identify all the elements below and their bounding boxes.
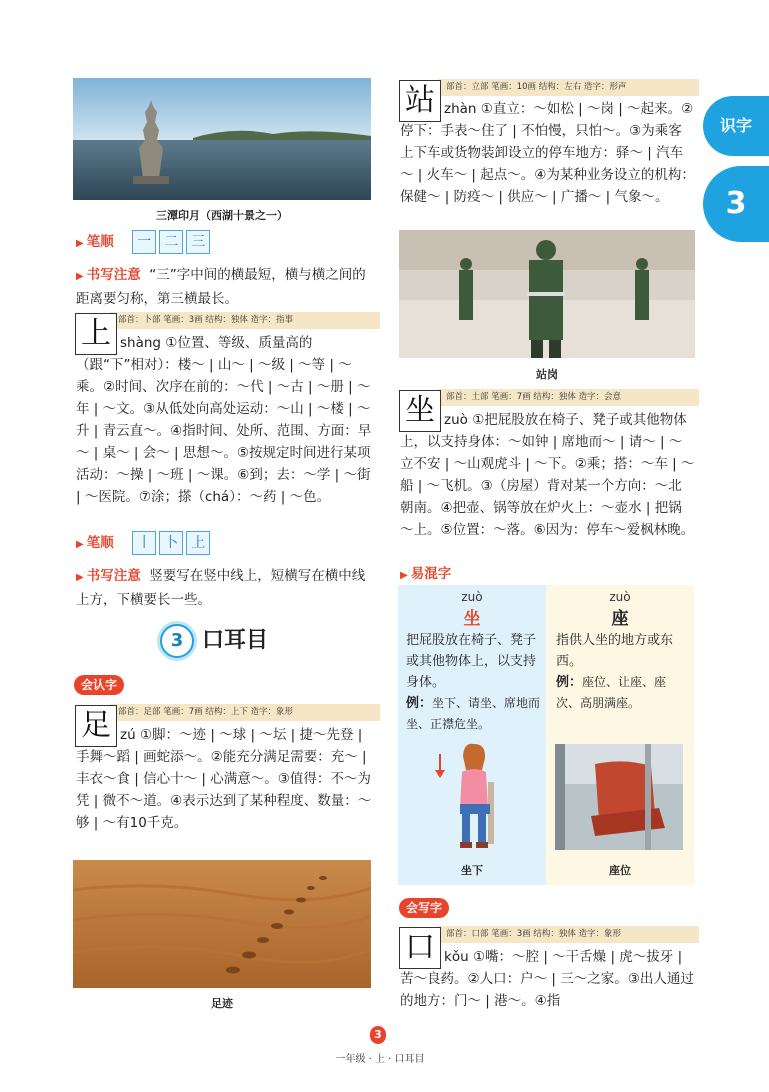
confusable-char: 坐	[463, 609, 481, 629]
confusable-def-text: 把屁股放在椅子、凳子或其他物体上，以支持身体。	[406, 633, 537, 690]
confusable-pinyin: zuò	[609, 590, 631, 604]
char-meta-bar: 部首：土部 笔画：7画 结构：独体 造字：会意	[438, 389, 699, 406]
bullet-arrow-icon: ▶	[76, 271, 84, 282]
stroke-box: 卜	[159, 531, 183, 555]
char-pinyin: zhàn	[444, 101, 477, 117]
example-text: 座位、让座、座次、高朋满座。	[556, 675, 667, 710]
char-meta-bar: 部首：卜部 笔画：3画 结构：独体 造字：指事	[110, 312, 380, 329]
char-box: 足	[75, 705, 117, 747]
char-pinyin: zuò	[444, 412, 468, 428]
writing-note-text: 竖要写在竖中线上，短横写在横中线上方，下横要长一些。	[76, 568, 366, 608]
char-definition	[76, 332, 374, 508]
char-meta-bar: 部首：足部 笔画：7画 结构：上下 造字：象形	[110, 704, 380, 721]
confusable-label-row	[400, 563, 451, 587]
confusable-label: 易混字	[410, 566, 452, 582]
photo-footprints	[73, 860, 371, 988]
char-box: 口	[399, 927, 441, 969]
side-tab-label: 识字	[719, 116, 752, 135]
char-pinyin: zú	[120, 727, 136, 743]
photo-caption: 三潭印月（西湖十景之一）	[156, 209, 288, 222]
tag-hui-ren-zi: 会认字	[74, 675, 124, 695]
bullet-arrow-icon: ▶	[400, 570, 408, 581]
side-tab-number	[703, 166, 769, 242]
page-number: 3	[374, 1028, 382, 1041]
stroke-box: 上	[186, 531, 210, 555]
char-definition-text: ①脚：～迹 | ～球 | ～坛 | 捷～先登 | 手舞～蹈 | 画蛇添～。②能充分满足需要：充～ | 丰衣～食 | 信心十～ | 心满意～。③值得：不～为凭 | 微不～道。④表示达到了某种程度、数量：～够 | ～有10千克。	[76, 727, 372, 831]
confusable-char: 座	[611, 609, 629, 629]
char-definition	[400, 946, 695, 1036]
page-number-badge	[370, 1026, 386, 1044]
example-label: 例：	[556, 675, 583, 690]
side-tab-shizi	[703, 96, 769, 156]
writing-note	[76, 264, 374, 310]
photo-caption: 站岗	[536, 368, 558, 381]
stroke-box: 三	[186, 230, 210, 254]
stroke-box: 二	[159, 230, 183, 254]
confusable-definition	[556, 630, 688, 714]
photo-sentry	[399, 230, 695, 358]
photo-caption: 座位	[609, 864, 631, 877]
writing-note	[76, 565, 374, 611]
char-definition-text: ①嘴：～腔 | ～干舌燥 | 虎～拔牙 | 苦～良药。②人口：户～ | 三～之家。③出人通过的地方：门～ | 港～。④指	[400, 949, 694, 1009]
photo-santan-yinyue	[73, 78, 371, 200]
lesson-title: 口耳目	[202, 628, 269, 653]
lesson-number: 3	[170, 630, 184, 651]
char-box: 站	[399, 80, 441, 122]
char-definition	[400, 98, 695, 208]
stroke-order-label: 笔顺	[86, 234, 114, 250]
char-pinyin: shàng	[120, 335, 161, 351]
writing-note-label: 书写注意	[86, 267, 141, 283]
stroke-box: 一	[132, 230, 156, 254]
confusable-def-text: 指供人坐的地方或东西。	[556, 633, 674, 669]
stroke-order-row	[76, 531, 376, 556]
example-label: 例：	[406, 696, 433, 711]
char-meta-bar: 部首：立部 笔画：10画 结构：左右 造字：形声	[438, 79, 699, 96]
bullet-arrow-icon: ▶	[76, 238, 84, 249]
char-definition	[400, 409, 695, 541]
char-pinyin: kǒu	[444, 949, 469, 965]
photo-caption: 足迹	[211, 997, 233, 1010]
bullet-arrow-icon: ▶	[76, 572, 84, 583]
writing-note-label: 书写注意	[86, 568, 141, 584]
photo-bus-seat	[555, 744, 683, 850]
char-definition-text: ①位置、等级、质量高的（跟“下”相对）：楼～ | 山～ | ～级 | ～等 | ～乘。②时间、次序在前的：～代 | ～古 | ～册 | ～年 | ～文。③从低处向高处运动：～山 | ～楼 | ～升 | 青云直～。④指时间、处所、范围、方面：早～ | 桌～ | 会～ | 思想～。⑤按规定时间进行某项活动：～操 | ～班 | ～课。⑥到；去：～学 | ～街 | ～医院。⑦涂；搽（chá）：～药 | ～色。	[76, 335, 372, 505]
bullet-arrow-icon: ▶	[76, 539, 84, 550]
char-definition-text: ①把屁股放在椅子、凳子或其他物体上，以支持身体：～如钟 | 席地而～ | 请～ | ～立不安 | ～山观虎斗 | ～下。②乘；搭：～车 | ～船 | ～飞机。③（房屋）背对某一个方向：～北朝南。④把壶、锅等放在炉火上：～壶水 | 把锅～上。⑤位置：～落。⑥因为：停车～爱枫林晚。	[400, 412, 695, 538]
confusable-pinyin: zuò	[461, 590, 483, 604]
footer-text: 一年级 · 上 · 口耳目	[335, 1054, 425, 1065]
tag-hui-xie-zi: 会写字	[399, 898, 449, 918]
char-box: 上	[75, 313, 117, 355]
stroke-box: 丨	[132, 531, 156, 555]
char-box: 坐	[399, 390, 441, 432]
stroke-order-row	[76, 230, 376, 255]
example-text: 坐下、请坐、席地而坐、正襟危坐。	[406, 696, 541, 731]
lesson-number-badge	[160, 624, 194, 658]
writing-note-text: “三”字中间的横最短，横与横之间的距离要匀称，第三横最长。	[76, 267, 366, 307]
char-definition	[76, 724, 374, 834]
char-meta-bar: 部首：口部 笔画：3画 结构：独体 造字：象形	[438, 926, 699, 943]
side-tab-number-text: 3	[725, 186, 747, 221]
stroke-order-label: 笔顺	[86, 535, 114, 551]
char-definition-text: ①直立：～如松 | ～岗 | ～起来。②停下：手表～住了 | 不怕慢，只怕～。③为乘客上下车或货物装卸设立的停车地方：驿～ | 汽车～ | 火车～ | 起点～。④为某种业务设立的机构：保健～ | 防疫～ | 供应～ | 广播～ | 气象～。	[400, 101, 695, 205]
photo-caption: 坐下	[461, 864, 483, 877]
illustration-sitting-girl	[430, 742, 518, 852]
confusable-definition	[406, 630, 542, 735]
